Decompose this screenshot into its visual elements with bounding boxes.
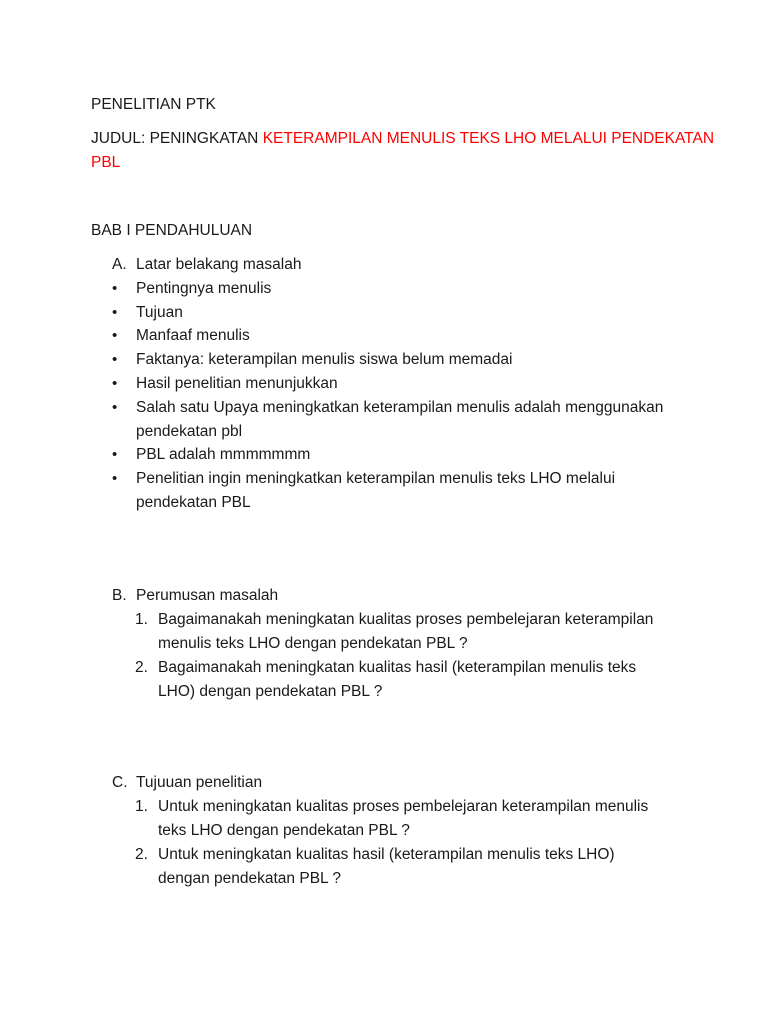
list-item-text: teks LHO dengan pendekatan PBL ? [158,822,410,839]
list-number: 2. [135,659,148,676]
list-number: 1. [135,611,148,628]
list-item-text: LHO) dengan pendekatan PBL ? [158,683,383,700]
list-item-text: Tujuan [136,304,183,321]
section-a-title: Latar belakang masalah [136,256,302,273]
list-item-text: menulis teks LHO dengan pendekatan PBL ? [158,635,468,652]
list-item-text: Salah satu Upaya meningkatkan keterampilan menulis adalah menggunakan [136,399,664,416]
list-item-text: pendekatan PBL [136,494,251,511]
section-c-marker: C. [112,774,128,791]
list-item-text: Hasil penelitian menunjukkan [136,375,338,392]
section-a-marker: A. [112,256,127,273]
judul-highlight: KETERAMPILAN MENULIS TEKS LHO MELALUI PENDEKATAN [262,130,715,147]
list-item-text: Bagaimanakah meningkatan kualitas proses pembelejaran keterampilan [158,611,654,628]
list-number: 1. [135,798,148,815]
list-item-text: Faktanya: keterampilan menulis siswa belum memadai [136,351,513,368]
list-item-text: PBL adalah mmmmmmm [136,446,311,463]
list-item-text: dengan pendekatan PBL ? [158,870,342,887]
bullet-icon: • [112,327,118,344]
bullet-icon: • [112,375,118,392]
bab-title: BAB I PENDAHULUAN [91,222,253,239]
judul-highlight-continuation: PBL [91,154,121,171]
list-item-text: Pentingnya menulis [136,280,272,297]
bullet-icon: • [112,280,118,297]
document-heading: PENELITIAN PTK [91,96,216,113]
list-item-text: Untuk meningkatan kualitas hasil (keterampilan menulis teks LHO) [158,846,615,863]
judul-line [91,127,714,151]
section-b-marker: B. [112,587,127,604]
list-number: 2. [135,846,148,863]
bullet-icon: • [112,470,118,487]
section-b-title: Perumusan masalah [136,587,279,604]
bullet-icon: • [112,446,118,463]
list-item-text: Penelitian ingin meningkatkan keterampilan menulis teks LHO melalui [136,470,616,487]
section-c-title: Tujuuan penelitian [136,774,263,791]
list-item-text: Bagaimanakah meningkatan kualitas hasil (keterampilan menulis teks [158,659,637,676]
judul-prefix: JUDUL: PENINGKATAN [91,130,263,147]
bullet-icon: • [112,304,118,321]
list-item-text: pendekatan pbl [136,423,243,440]
bullet-icon: • [112,399,118,416]
list-item-text: Manfaaf menulis [136,327,250,344]
list-item-text: Untuk meningkatan kualitas proses pembelejaran keterampilan menulis [158,798,649,815]
bullet-icon: • [112,351,118,368]
